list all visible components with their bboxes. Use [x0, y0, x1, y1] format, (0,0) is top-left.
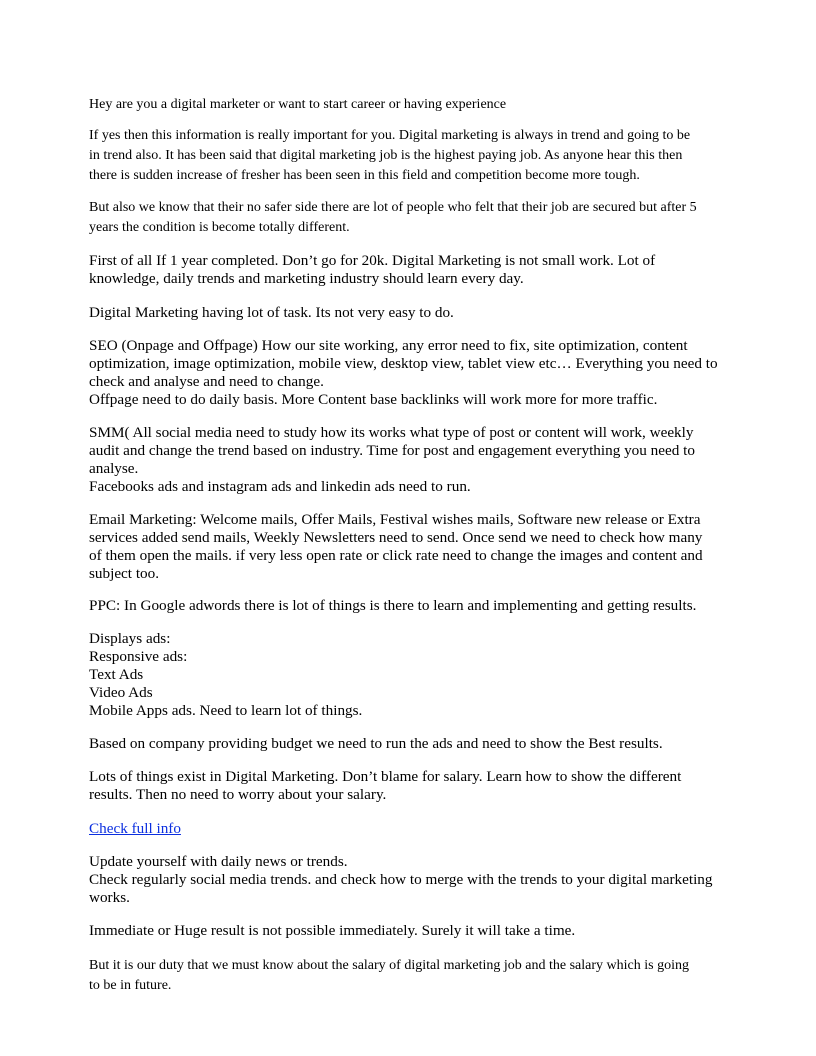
text-line: SMM( All social media need to study how its works what type of post or content will work, weekly [89, 424, 694, 441]
paragraph-budget [89, 735, 729, 753]
text-line: Email Marketing: Welcome mails, Offer Mails, Festival wishes mails, Software new release or Extra [89, 511, 701, 528]
intro-paragraph [89, 95, 729, 115]
text-line: Offpage need to do daily basis. More Content base backlinks will work more for more traffic. [89, 391, 658, 408]
text-line: subject too. [89, 565, 160, 582]
text-line: audit and change the trend based on industry. Time for post and engagement everything you need to [89, 442, 695, 459]
intro-line: Hey are you a digital marketer or want to start career or having experience [89, 97, 507, 112]
text-line: Immediate or Huge result is not possible immediately. Surely it will take a time. [89, 922, 576, 939]
list-item: Responsive ads: [89, 648, 188, 665]
text-line: in trend also. It has been said that digital marketing job is the highest paying job. As anyone hear this then [89, 148, 683, 163]
paragraph-salary [89, 768, 729, 804]
ads-list [89, 630, 729, 720]
text-line: analyse. [89, 460, 139, 477]
text-line: Update yourself with daily news or trends. [89, 853, 348, 870]
list-item: Text Ads [89, 666, 144, 683]
text-line: services added send mails, Weekly Newsletters need to send. Once send we need to check how many [89, 529, 703, 546]
paragraph-first-of-all [89, 252, 729, 288]
paragraph-email-marketing [89, 511, 729, 583]
list-item: Displays ads: [89, 630, 171, 647]
paragraph-trend [89, 126, 729, 186]
text-line: Based on company providing budget we need to run the ads and need to show the Best results. [89, 735, 663, 752]
text-line: First of all If 1 year completed. Don’t go for 20k. Digital Marketing is not small work. Lot of [89, 252, 656, 269]
text-line: PPC: In Google adwords there is lot of things is there to learn and implementing and getting results. [89, 597, 697, 614]
text-line: years the condition is become totally different. [89, 220, 350, 235]
text-line: But also we know that their no safer side there are lot of people who felt that their job are secured but after 5 [89, 200, 697, 215]
paragraph-seo [89, 337, 729, 409]
list-item: Video Ads [89, 684, 153, 701]
text-line: Digital Marketing having lot of task. Its not very easy to do. [89, 304, 454, 321]
check-full-info-link[interactable]: Check full info [89, 820, 181, 837]
paragraph-safer-side [89, 198, 729, 238]
paragraph-tasks [89, 304, 729, 322]
paragraph-update [89, 853, 729, 907]
text-line: works. [89, 889, 130, 906]
paragraph-immediate [89, 922, 729, 940]
text-line: results. Then no need to worry about your salary. [89, 786, 387, 803]
text-line: If yes then this information is really important for you. Digital marketing is always in trend and going to be [89, 128, 691, 143]
text-line: Facebooks ads and instagram ads and linkedin ads need to run. [89, 478, 471, 495]
text-line: to be in future. [89, 978, 172, 993]
text-line: check and analyse and need to change. [89, 373, 324, 390]
text-line: Check regularly social media trends. and check how to merge with the trends to your digital marketing [89, 871, 713, 888]
list-item: Mobile Apps ads. Need to learn lot of things. [89, 702, 363, 719]
text-line: optimization, image optimization, mobile view, desktop view, tablet view etc… Everything you need to [89, 355, 718, 372]
paragraph-duty [89, 956, 729, 996]
text-line: Lots of things exist in Digital Marketing. Don’t blame for salary. Learn how to show the different [89, 768, 682, 785]
text-line: of them open the mails. if very less open rate or click rate need to change the images and content and [89, 547, 703, 564]
text-line: But it is our duty that we must know about the salary of digital marketing job and the salary which is going [89, 958, 689, 973]
text-line: SEO (Onpage and Offpage) How our site working, any error need to fix, site optimization, content [89, 337, 688, 354]
paragraph-link [89, 820, 729, 838]
text-line: there is sudden increase of fresher has been seen in this field and competition become more tough. [89, 168, 640, 183]
paragraph-ppc [89, 597, 729, 615]
paragraph-smm [89, 424, 729, 496]
text-line: knowledge, daily trends and marketing industry should learn every day. [89, 270, 524, 287]
